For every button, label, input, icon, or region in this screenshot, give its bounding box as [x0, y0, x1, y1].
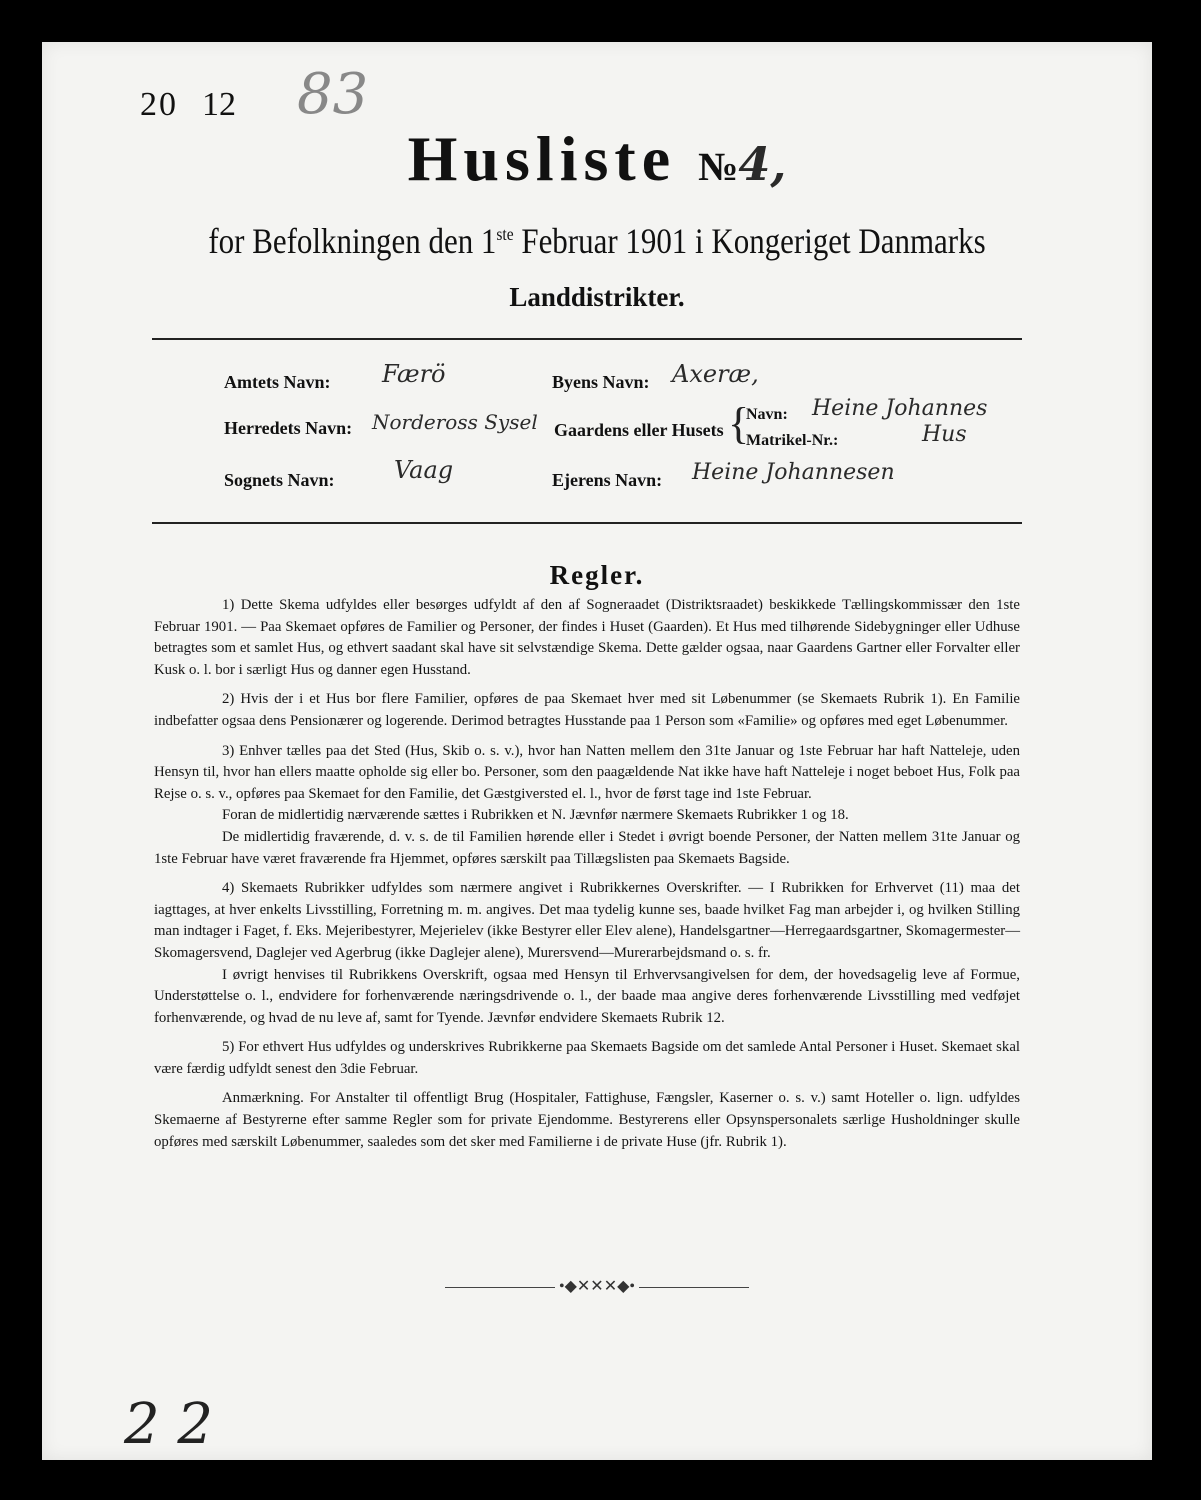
rules-body [154, 595, 1020, 1161]
handwritten-number: 83 [297, 62, 369, 127]
rule-note: Anmærkning. For Anstalter til offentligt Brug (Hospitaler, Fattighuse, Fængsler, Kaserner o. s. v.) samt Hoteller o. lign. udfyldes Skemaerne af Bestyrerne efter samme Regler som for private Ejendomme. Bestyrerens eller Opsynspersonalets særlige Husholdninger skulle opføres med særskilt Løbenummer, saaledes som det sker med Familierne i de private Huse (jfr. Rubrik 1). [154, 1090, 1020, 1150]
brace: { [728, 399, 750, 448]
divider-top [152, 338, 1022, 340]
by-value: Axeræ, [672, 360, 759, 388]
rules-title: Regler. [549, 560, 645, 590]
rule-4a: 4) Skemaets Rubrikker udfyldes som nærmere angivet i Rubrikkernes Overskrifter. — I Rubrikken for Erhvervet (11) maa det iagttages, at hver enkelts Livsstilling, Forretning m. m. angives. Det maa tydelig kunne ses, baade hvilket Fag man arbejder i, og hvilken Stilling man indtager i Faget, f. Eks. Mejeribestyrer, Mejerielev (ikke Bestyrer eller Elev alene), Handelsgartner—Herregaardsgartner, Skomagermester—Skomagersvend, Daglejer ved Agerbrug (ikke Daglejer alene), Murersvend—Murerarbejdsmand o. s. fr. [154, 880, 1020, 961]
rule-3c: De midlertidig fraværende, d. v. s. de til Familien hørende eller i Stedet i øvrigt boende Personer, der Natten mellem 31te Januar og 1ste Februar have været fraværende fra Hjemmet, opføres særskilt paa Tillægslisten paa Skemaets Bagside. [154, 828, 1020, 867]
ornament [42, 1276, 1152, 1296]
amt-value: Færö [382, 360, 446, 388]
rule-1: 1) Dette Skema udfyldes eller besørges udfyldt af den af Sogneraadet (Distriktsraadet) beskikkede Tællingskommissær den 1ste Februar 1901. — Paa Skemaet opføres de Familier og Personer, der findes i Huset (Gaarden). Et Hus med tilhørende Sidebygninger eller Udhuse betragtes som et samlet Hus, og ethvert saadant skal have sit selvstændige Skema. Dette gælder ogsaa, naar Gaardens Gartner eller Forvalter eller Kusk o. l. bor i særligt Hus og danner egen Husstand. [154, 597, 1020, 678]
matrikel-value: Hus [922, 422, 967, 447]
number-value: 4, [738, 137, 787, 191]
subtitle-post: Februar 1901 i Kongeriget Danmarks [513, 221, 986, 261]
ejer-label: Ejerens Navn: [552, 470, 663, 490]
herred-label: Herredets Navn: [224, 418, 353, 438]
ejer-value: Heine Johannesen [692, 460, 895, 485]
rule-2: 2) Hvis der i et Hus bor flere Familier, opføres de paa Skemaet hver med sit Løbenummer (se Skemaets Rubrik 1). En Familie indbefatter ogsaa dens Pensionærer og logerende. Derimod betragtes Husstande paa 1 Person som «Familie» og opføres med eget Løbenummer. [154, 691, 1020, 729]
form-title [42, 122, 1152, 196]
ornament-glyphs: •◆✕✕✕◆• [558, 1278, 636, 1295]
subtitle-sup: ste [496, 224, 514, 244]
ornament-line-right [639, 1287, 749, 1288]
matrikel-label: Matrikel-Nr.: [746, 432, 839, 449]
district-heading: Landdistrikter. [509, 282, 685, 312]
census-form-page [42, 42, 1152, 1460]
amt-label: Amtets Navn: [224, 372, 331, 392]
by-label: Byens Navn: [552, 372, 650, 392]
rule-4b: I øvrigt henvises til Rubrikkens Overskrift, ogsaa med Hensyn til Erhvervsangivelsen for dem, der hovedsagelig leve af Formue, Understøttelse o. l., endvidere for forhenværende næringsdrivende o. l., der baade maa angive deres forhenværende Livsstilling med vedføjet forhenværende, og hvad de nu leve af, samt for Tyende. Jævnfør endvidere Skemaets Rubrik 12. [154, 966, 1020, 1026]
sogn-label: Sognets Navn: [224, 470, 335, 490]
title-text: Husliste [407, 123, 677, 194]
handwritten-bottom-number: 2 2 [124, 1392, 214, 1457]
number-label: № [698, 144, 739, 189]
gaard-label: Gaardens eller Husets [554, 420, 724, 440]
navn-value: Heine Johannes [812, 396, 988, 421]
stamp-number-mid: 12 [202, 86, 236, 123]
navn-label: Navn: [746, 406, 788, 423]
subtitle-pre: for Befolkningen den 1 [208, 221, 497, 261]
rule-5: 5) For ethvert Hus udfyldes og underskrives Rubrikkerne paa Skemaets Bagside om det samlede Antal Personer i Huset. Skemaet skal være færdig udfyldt senest den 3die Februar. [154, 1039, 1020, 1077]
divider-bottom [152, 522, 1022, 524]
rule-3b: Foran de midlertidig nærværende sættes i Rubrikken et N. Jævnfør nærmere Skemaets Rubrikker 1 og 18. [222, 807, 849, 824]
stamp-number-left: 20 [140, 86, 178, 123]
herred-value: Nordeross Sysel [372, 410, 538, 434]
rule-3a: 3) Enhver tælles paa det Sted (Hus, Skib o. s. v.), hvor han Natten mellem den 31te Januar og 1ste Februar har haft Natteleje, uden Hensyn til, hvor han ellers maatte opholde sig eller bo. Personer, som den paagældende Nat ikke have haft Natteleje i noget beboet Hus, Folk paa Rejse o. s. v., opføres paa Skemaet for den Familie, det Gæstgiversted el. l., hvor de først tage ind 1ste Februar. [154, 742, 1020, 802]
ornament-line-left [445, 1287, 555, 1288]
form-subtitle [120, 220, 1075, 262]
sogn-value: Vaag [394, 456, 454, 484]
